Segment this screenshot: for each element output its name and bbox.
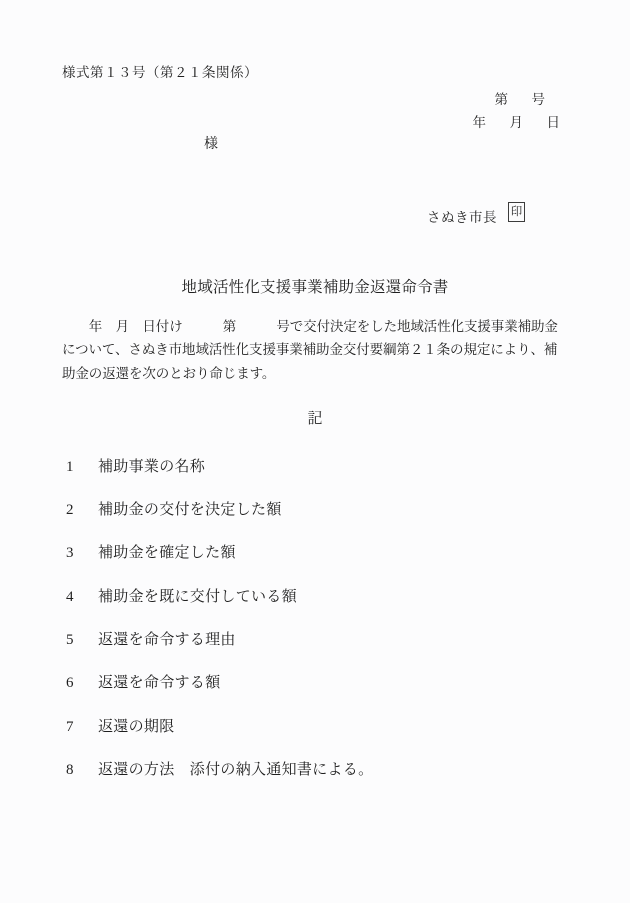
seal-icon: 印 <box>508 202 525 222</box>
list-item <box>66 671 220 692</box>
list-item <box>66 541 236 562</box>
item-number: 6 <box>66 675 74 691</box>
list-item <box>66 628 236 649</box>
item-number: 4 <box>66 589 74 605</box>
item-label: 補助金を既に交付している額 <box>98 589 297 605</box>
item-number: 1 <box>66 459 74 475</box>
list-item <box>66 585 297 606</box>
item-label: 返還を命令する額 <box>98 675 221 691</box>
addressee-suffix: 様 <box>204 137 218 152</box>
document-title: 地域活性化支援事業補助金返還命令書 <box>181 279 449 296</box>
item-label: 返還を命令する理由 <box>98 632 236 648</box>
item-number: 2 <box>66 502 74 518</box>
form-number: 様式第１３号（第２１条関係） <box>62 65 258 80</box>
body-paragraph <box>62 315 564 385</box>
item-label: 返還の方法 添付の納入通知書による。 <box>98 762 374 778</box>
list-item <box>66 498 282 519</box>
ki-section-marker: 記 <box>307 411 323 427</box>
item-number: 7 <box>66 719 74 735</box>
list-item <box>66 455 205 476</box>
item-number: 5 <box>66 632 74 648</box>
list-item <box>66 758 373 779</box>
list-item <box>66 715 175 736</box>
body-line: について、さぬき市地域活性化支援事業補助金交付要綱第２１条の規定により、補 <box>62 342 558 358</box>
item-label: 補助事業の名称 <box>98 459 206 475</box>
item-label: 補助金を確定した額 <box>98 545 236 561</box>
issue-date-line: 年 月 日 <box>472 115 565 130</box>
issuer-name: さぬき市長 <box>427 210 497 225</box>
item-label: 返還の期限 <box>98 719 175 735</box>
item-number: 8 <box>66 762 74 778</box>
item-label: 補助金の交付を決定した額 <box>98 502 282 518</box>
item-number: 3 <box>66 545 74 561</box>
issue-number-line: 第 号 <box>494 92 550 107</box>
body-line: 助金の返還を次のとおり命じます。 <box>62 365 276 381</box>
body-line: 年 月 日付け 第 号で交付決定をした地域活性化支援事業補助金 <box>62 319 558 334</box>
